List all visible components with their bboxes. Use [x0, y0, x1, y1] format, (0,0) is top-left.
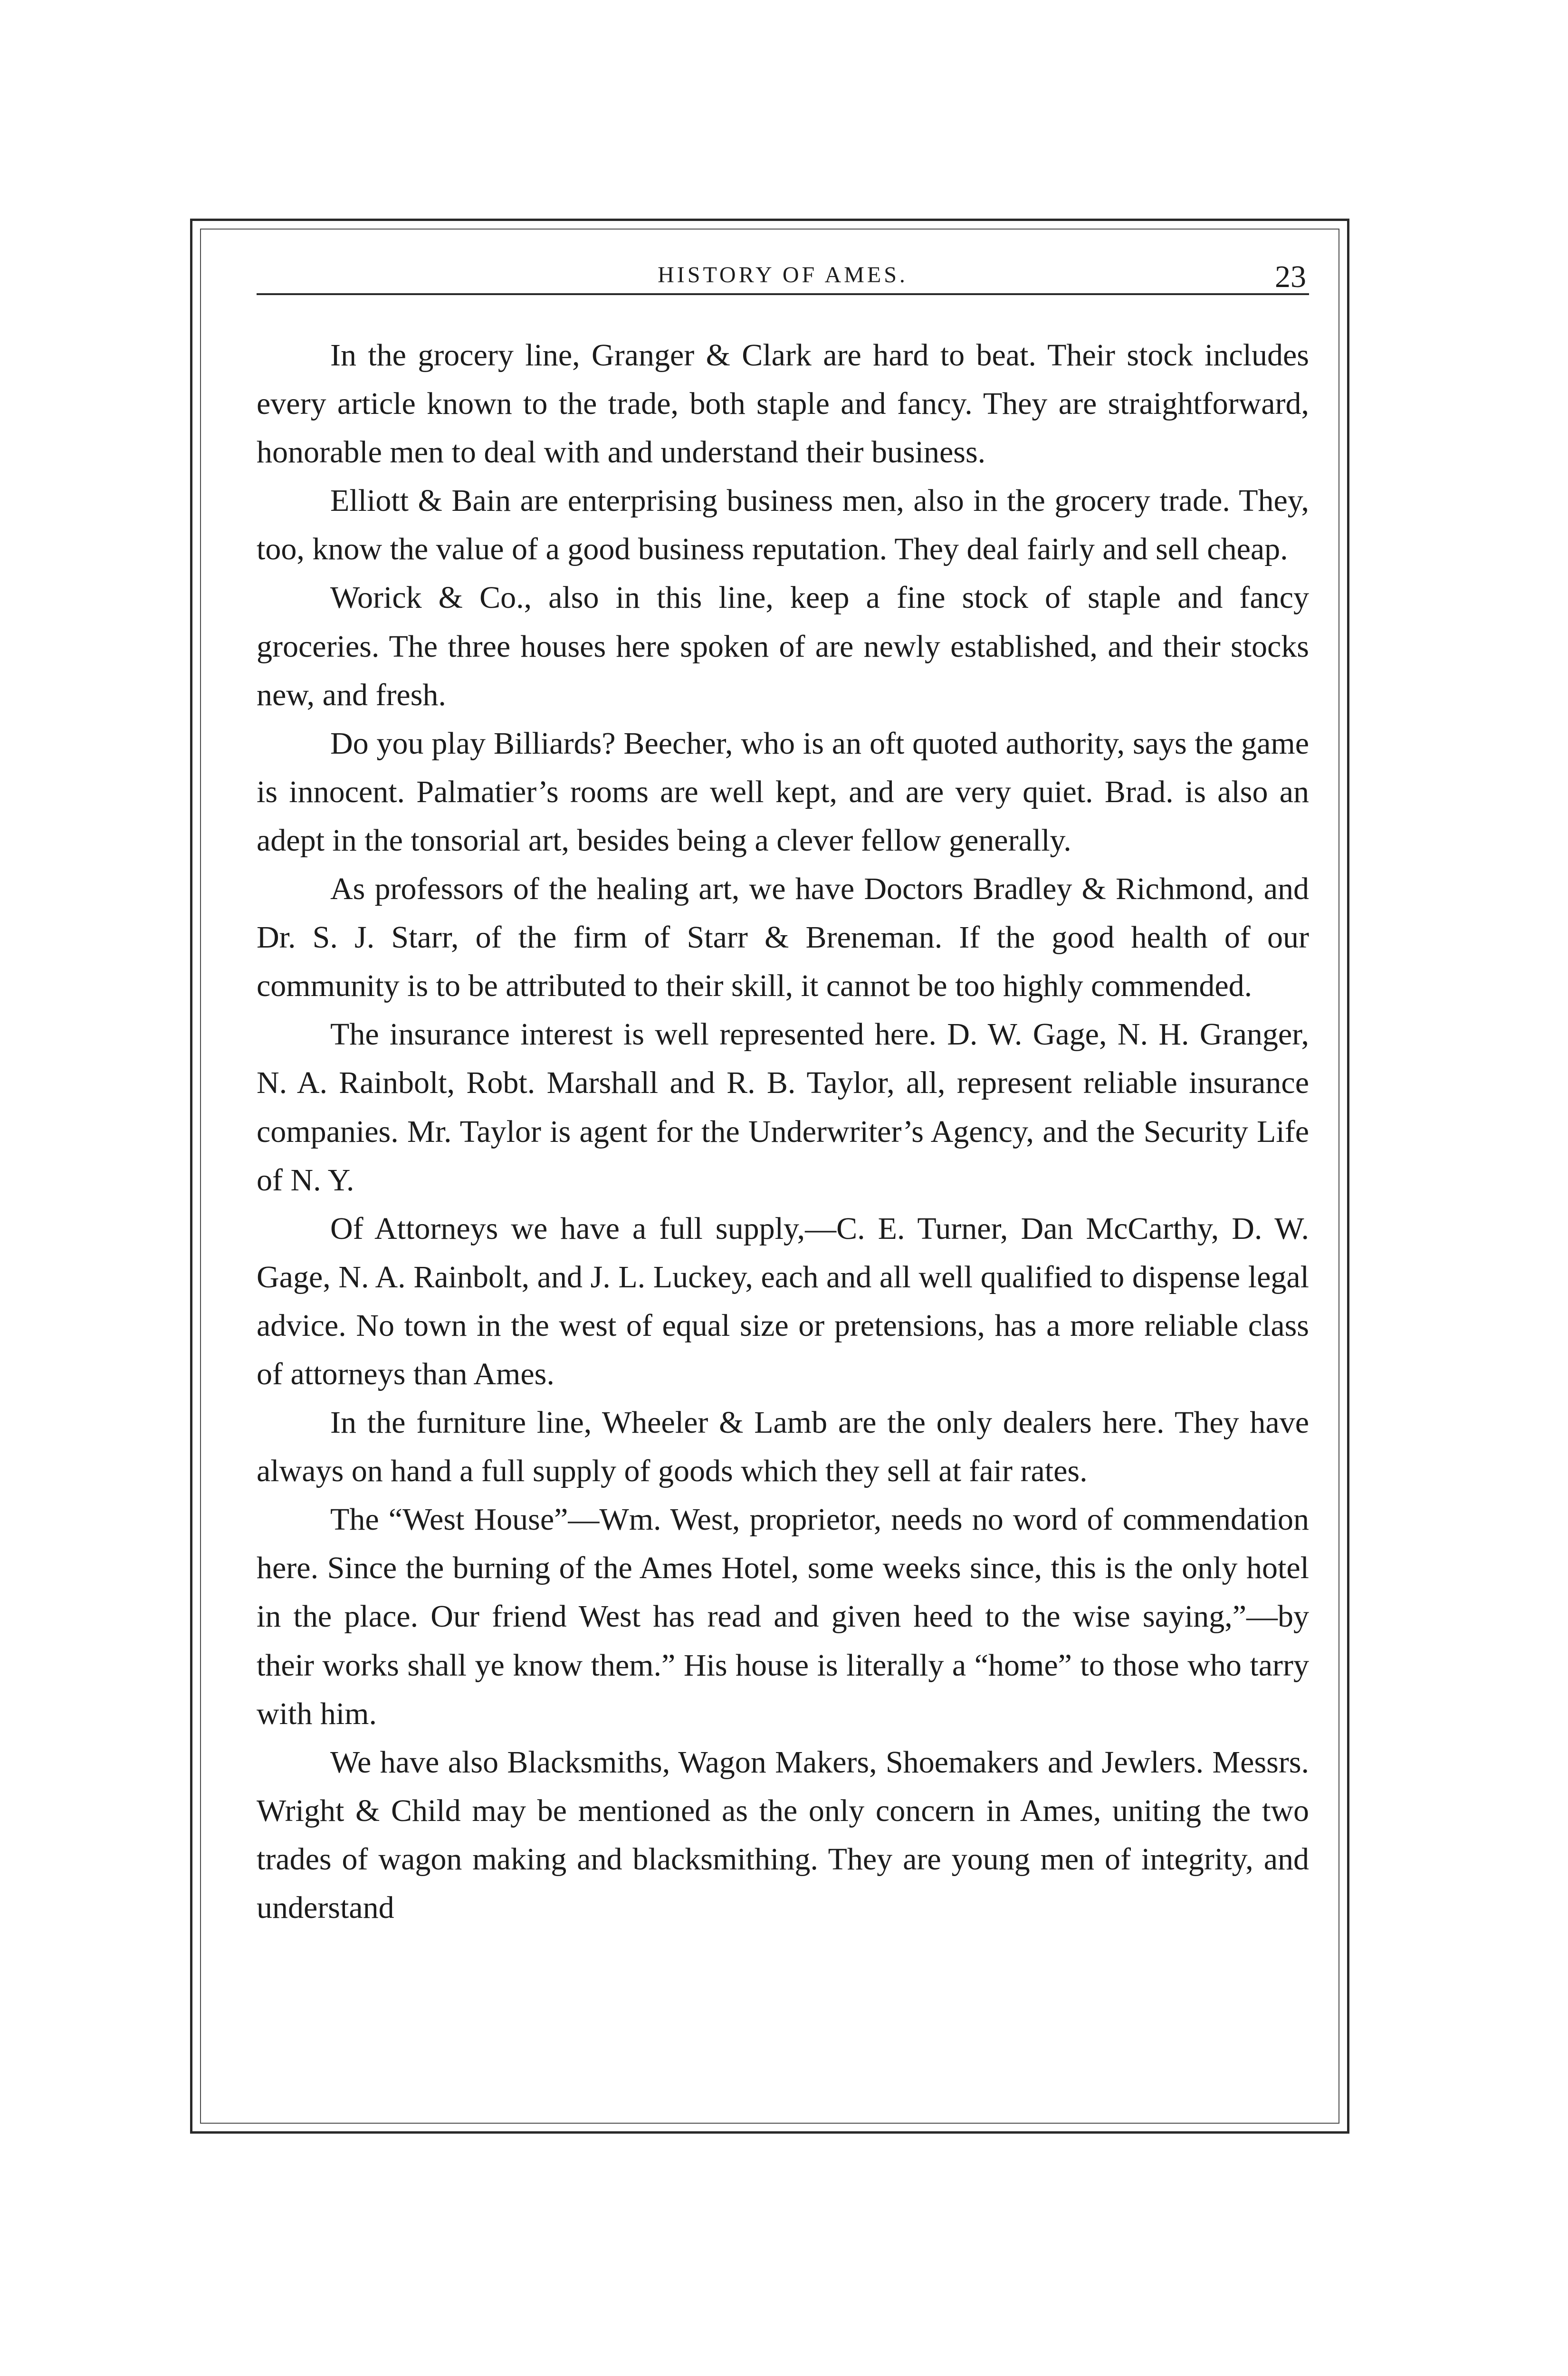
- paragraph-west-house: The “West House”—Wm. West, proprietor, needs no word of commendation here. Since the burning of the Ames Hotel, some weeks since, this is the only hotel in the place. Our friend West has read and given heed to the wise saying,”—by their works shall ye know them.” His house is literally a “home” to those who tarry with him.: [257, 1502, 1309, 1731]
- running-header: [257, 260, 1309, 295]
- paragraph-attorneys: Of Attorneys we have a full supply,—C. E. Turner, Dan McCarthy, D. W. Gage, N. A. Rainbolt, and J. L. Luckey, each and all well qualified to dispense legal advice. No town in the west of equal size or pretensions, has a more reliable class of attorneys than Ames.: [257, 1211, 1309, 1391]
- page-frame: [190, 219, 1349, 2134]
- paragraph-elliott-bain: Elliott & Bain are enterprising business men, also in the grocery trade. They, too, know the value of a good business reputation. They deal fairly and sell cheap.: [257, 483, 1309, 567]
- page-title: HISTORY OF AMES.: [658, 262, 908, 287]
- paragraph-doctors: As professors of the healing art, we have Doctors Bradley & Richmond, and Dr. S. J. Starr, of the firm of Starr & Breneman. If the good health of our community is to be attributed to their skill, it cannot be too highly commended.: [257, 872, 1309, 1004]
- text-body: [257, 331, 1309, 1932]
- page-number: 23: [1275, 259, 1306, 294]
- paragraph-blacksmiths: We have also Blacksmiths, Wagon Makers, Shoemakers and Jewlers. Messrs. Wright & Child may be mentioned as the only concern in Ames, uniting the two trades of wagon making and blacksmithing. They are young men of integrity, and understand: [257, 1744, 1309, 1925]
- paragraph-furniture: In the furniture line, Wheeler & Lamb are the only dealers here. They have always on hand a full supply of goods which they sell at fair rates.: [257, 1405, 1309, 1489]
- paragraph-insurance: The insurance interest is well represented here. D. W. Gage, N. H. Granger, N. A. Rainbolt, Robt. Marshall and R. B. Taylor, all, represent reliable insurance companies. Mr. Taylor is agent for the Underwriter’s Agency, and the Security Life of N. Y.: [257, 1017, 1309, 1198]
- paragraph-worick: Worick & Co., also in this line, keep a fine stock of staple and fancy groceries. The three houses here spoken of are newly established, and their stocks new, and fresh.: [257, 580, 1309, 712]
- paragraph-billiards: Do you play Billiards? Beecher, who is an oft quoted authority, says the game is innocent. Palmatier’s rooms are well kept, and are very quiet. Brad. is also an adept in the tonsorial art, besides being a clever fellow generally.: [257, 726, 1309, 858]
- paragraph-grocery: In the grocery line, Granger & Clark are hard to beat. Their stock includes every article known to the trade, both staple and fancy. They are straightforward, honorable men to deal with and understand their business.: [257, 338, 1309, 470]
